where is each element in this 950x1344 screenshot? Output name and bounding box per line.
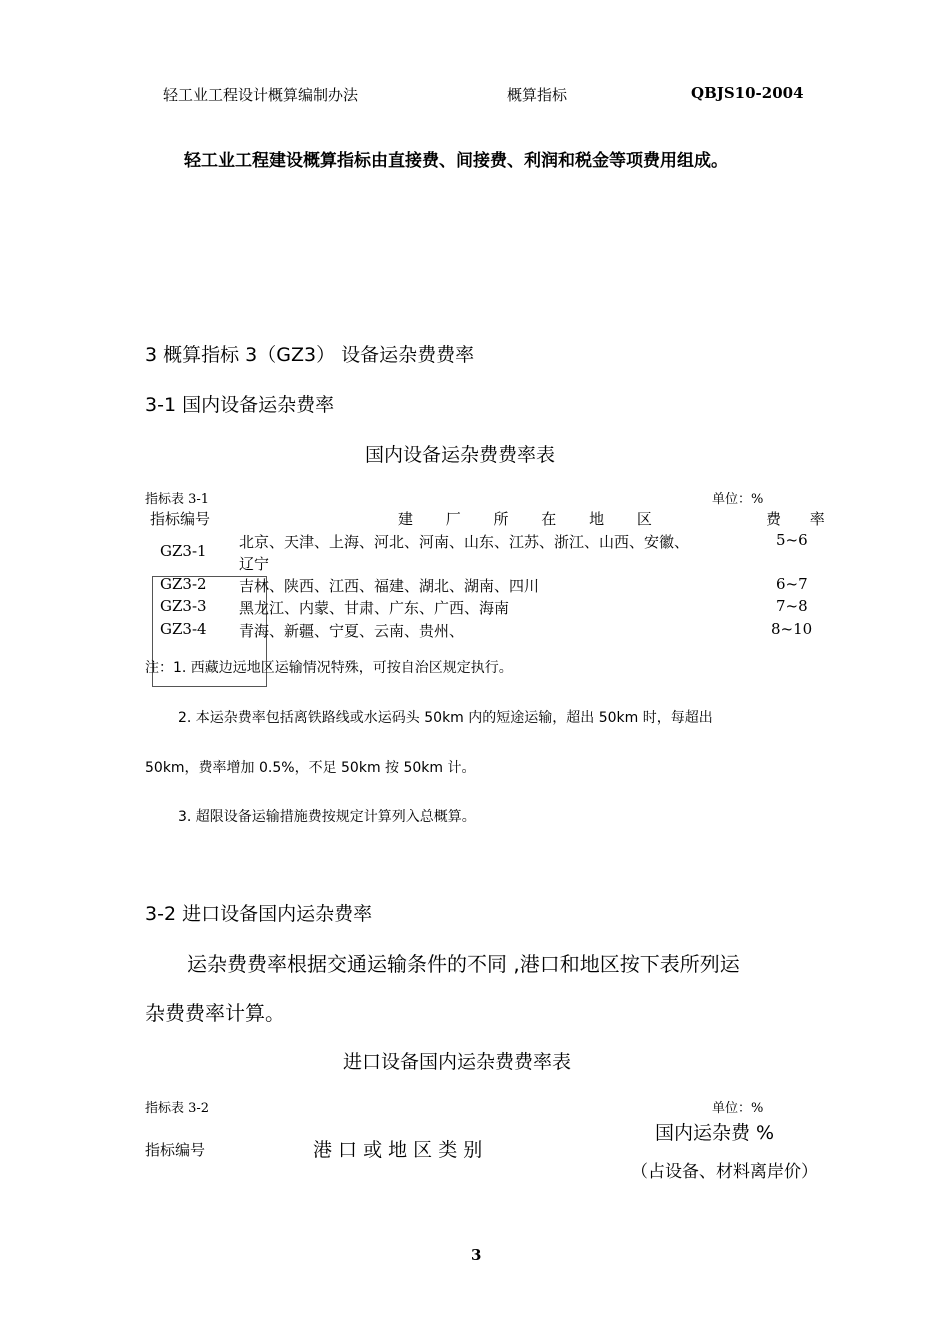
column-header-code: 指标编号	[145, 1141, 206, 1159]
row-rate: 7~8	[776, 597, 808, 615]
unit-label-3-1: 单位：%	[712, 492, 764, 507]
paragraph-3-2-line-1: 运杂费费率根据交通运输条件的不同 ,港口和地区按下表所列运	[187, 952, 740, 976]
column-header-code: 指标编号	[150, 510, 211, 528]
page-number: 3	[471, 1246, 482, 1264]
intro-paragraph: 轻工业工程建设概算指标由直接费、间接费、利润和税金等项费用组成。	[184, 151, 728, 171]
row-region: 北京、天津、上海、河北、河南、山东、江苏、浙江、山西、安徽、	[239, 533, 690, 551]
column-header-rate: 费 率	[766, 510, 837, 528]
row-code: GZ3-2	[160, 575, 207, 593]
row-region-continued: 辽宁	[239, 555, 270, 573]
subsection-title-3-1: 3-1 国内设备运杂费率	[145, 394, 335, 416]
table-title-3-1: 国内设备运杂费费率表	[365, 444, 556, 466]
row-rate: 8~10	[771, 620, 813, 638]
note-1: 注：1. 西藏边远地区运输情况特殊，可按自治区规定执行。	[145, 660, 513, 676]
row-code: GZ3-4	[160, 620, 207, 638]
row-region: 青海、新疆、宁夏、云南、贵州、	[239, 622, 465, 640]
table-label-3-1: 指标表 3-1	[145, 492, 210, 507]
table-label-3-2: 指标表 3-2	[145, 1101, 210, 1116]
note-2-line-2: 50km，费率增加 0.5%，不足 50km 按 50km 计。	[145, 760, 476, 776]
row-rate: 6~7	[776, 575, 808, 593]
subsection-title-3-2: 3-2 进口设备国内运杂费率	[145, 903, 373, 925]
column-header-region: 建 厂 所 在 地 区	[398, 510, 666, 528]
row-code: GZ3-1	[160, 542, 207, 560]
column-header-region: 港 口 或 地 区 类 别	[313, 1139, 483, 1161]
header-section: 概算指标	[507, 86, 568, 104]
column-header-rate: 国内运杂费 %	[655, 1122, 775, 1144]
header-doc-code: QBJS10-2004	[691, 84, 804, 102]
table-title-3-2: 进口设备国内运杂费费率表	[343, 1051, 572, 1073]
row-rate: 5~6	[776, 531, 808, 549]
paragraph-3-2-line-2: 杂费费率计算。	[145, 1001, 285, 1025]
row-region: 吉林、陕西、江西、福建、湖北、湖南、四川	[239, 577, 540, 595]
column-header-rate-sub: （占设备、材料离岸价）	[631, 1162, 818, 1182]
header-doc-title: 轻工业工程设计概算编制办法	[163, 86, 359, 104]
unit-label-3-2: 单位：%	[712, 1101, 764, 1116]
note-3: 3. 超限设备运输措施费按规定计算列入总概算。	[178, 809, 476, 825]
section-title: 3 概算指标 3（GZ3） 设备运杂费费率	[145, 344, 475, 366]
note-2-line-1: 2. 本运杂费率包括离铁路线或水运码头 50km 内的短途运输，超出 50km 时，每超出	[178, 710, 713, 726]
row-region: 黑龙江、内蒙、甘肃、广东、广西、海南	[239, 599, 510, 617]
row-code: GZ3-3	[160, 597, 207, 615]
